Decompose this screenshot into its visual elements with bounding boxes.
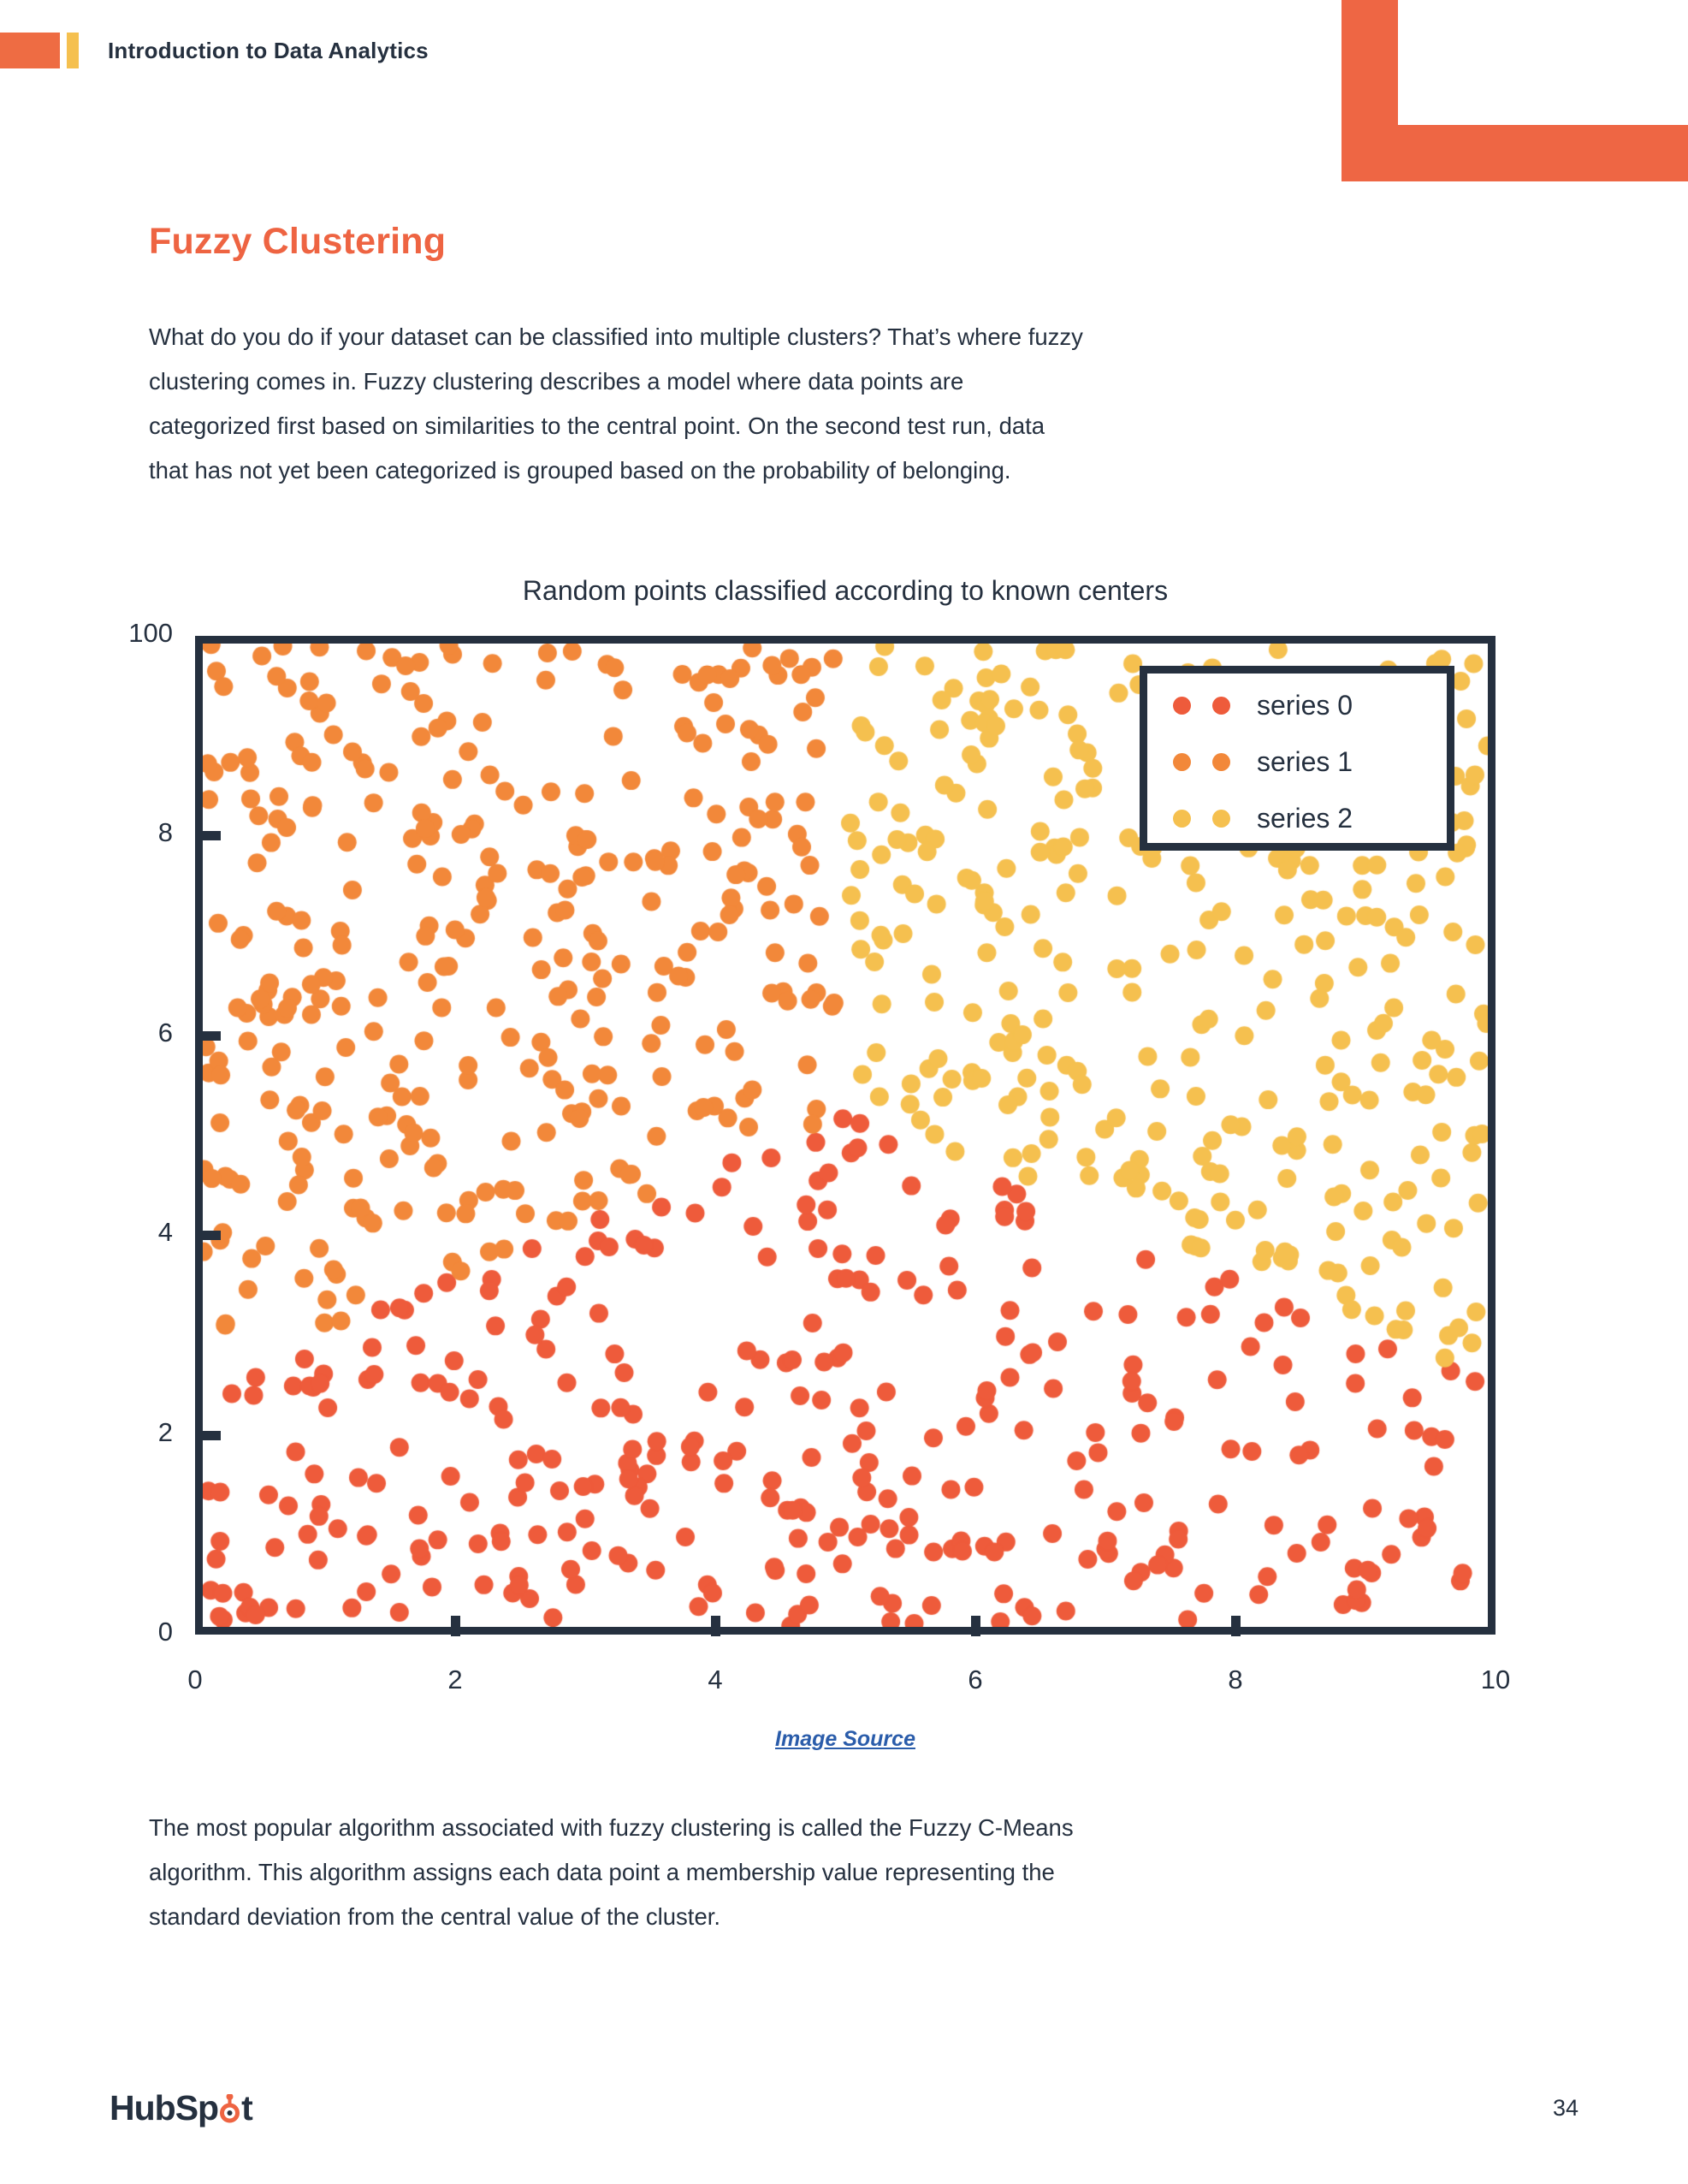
chart-legend xyxy=(1140,666,1454,851)
legend-swatch-icon xyxy=(1212,753,1230,771)
hubspot-logo xyxy=(110,2088,252,2128)
page-number: 34 xyxy=(1552,2095,1578,2121)
y-axis-tick-label: 2 xyxy=(157,1416,173,1447)
legend-swatch-icon xyxy=(1212,697,1230,715)
y-axis-tick-mark xyxy=(195,1031,221,1041)
x-axis-tick-mark xyxy=(711,1616,720,1636)
y-axis-tick-mark xyxy=(195,1231,221,1240)
x-axis-tick-label: 10 xyxy=(1480,1665,1511,1694)
logo-text-secondary: t xyxy=(241,2088,252,2128)
legend-label: series 2 xyxy=(1257,802,1353,834)
legend-item-series-1[interactable] xyxy=(1147,733,1447,790)
section-heading: Fuzzy Clustering xyxy=(149,221,447,262)
x-axis-tick-label: 6 xyxy=(968,1665,983,1694)
legend-item-series-0[interactable] xyxy=(1147,677,1447,733)
y-axis-tick-label: 6 xyxy=(157,1017,173,1047)
header-accent-orange xyxy=(0,33,60,68)
y-axis-tick-label: 4 xyxy=(157,1217,173,1248)
y-axis-tick-mark xyxy=(195,1431,221,1440)
header-accent-yellow xyxy=(67,33,79,68)
y-axis-tick-label: 100 xyxy=(128,618,173,648)
image-source-link[interactable]: Image Source xyxy=(775,1727,915,1751)
legend-item-series-2[interactable] xyxy=(1147,790,1447,846)
x-axis-tick-label: 0 xyxy=(187,1665,203,1694)
sprocket-icon xyxy=(218,2097,241,2120)
legend-swatch-icon xyxy=(1212,810,1230,828)
x-axis-tick-mark xyxy=(971,1616,980,1636)
y-axis-tick-label: 8 xyxy=(157,817,173,848)
corner-decoration-horizontal xyxy=(1342,125,1688,181)
x-axis-tick-label: 4 xyxy=(708,1665,723,1694)
x-axis-tick-label: 2 xyxy=(447,1665,463,1694)
y-axis-tick-mark xyxy=(195,831,221,840)
outro-paragraph: The most popular algorithm associated with fuzzy clustering is called the Fuzzy C-Means algorithm. This algorithm assigns each data point a membership value representing the standard deviation from the central value of the cluster. xyxy=(149,1814,1074,1930)
x-axis-tick-mark xyxy=(1231,1616,1241,1636)
logo-text-primary: HubSp xyxy=(110,2088,219,2128)
legend-swatch-icon xyxy=(1173,753,1191,771)
y-axis-tick-label: 0 xyxy=(157,1617,173,1647)
x-axis-tick-label: 8 xyxy=(1228,1665,1243,1694)
intro-paragraph: What do you do if your dataset can be classified into multiple clusters? That’s where fuzzy clustering comes in. Fuzzy clustering describes a model where data points are categorized first based on similarities to the central point. On the second test run, data that has not yet been categorized is grouped based on the probability of belonging. xyxy=(149,323,1083,484)
legend-swatch-icon xyxy=(1173,697,1191,715)
legend-swatch-icon xyxy=(1173,810,1191,828)
header-title: Introduction to Data Analytics xyxy=(108,38,429,63)
legend-label: series 1 xyxy=(1257,745,1353,777)
x-axis-tick-mark xyxy=(451,1616,460,1636)
legend-label: series 0 xyxy=(1257,689,1353,721)
chart-title: Random points classified according to known centers xyxy=(522,575,1169,606)
